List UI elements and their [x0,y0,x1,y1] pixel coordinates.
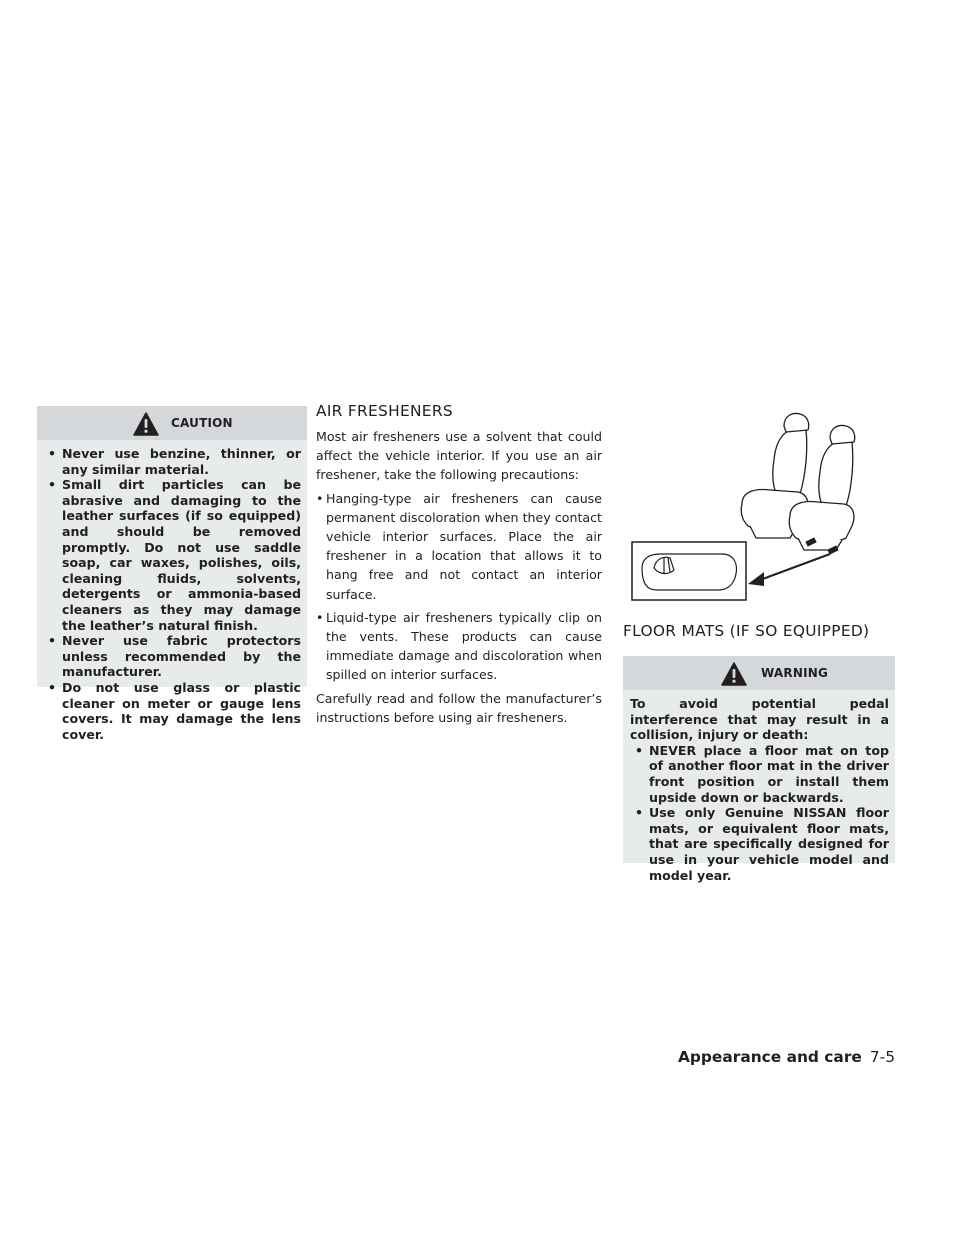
air-fresheners-closing: Carefully read and follow the manufacturer’s instructions before using air fresheners. [316,690,602,725]
warning-item: • NEVER place a floor mat on top of another floor mat in the driver front position or install them upside down or backwards. [630,743,889,805]
page-footer [678,1048,895,1066]
warning-label: WARNING [761,666,829,680]
seat-floor-mat-illustration [630,408,890,604]
floor-mats-heading: FLOOR MATS (IF SO EQUIPPED) [623,622,870,640]
warning-header [623,656,895,690]
warning-triangle-icon [133,412,159,436]
caution-item: • Do not use glass or plastic cleaner on meter or gauge lens covers. It may damage the lens cover. [43,680,301,742]
air-fresheners-body [316,427,602,731]
warning-box [623,656,895,883]
warning-intro: To avoid potential pedal interference that may result in a collision, injury or death: [630,696,889,743]
caution-header [37,406,307,440]
caution-body [37,440,307,742]
warning-item: • Use only Genuine NISSAN floor mats, or equivalent floor mats, that are specifically designed for use in your vehicle model and model year. [630,805,889,883]
air-fresheners-item: • Hanging-type air fresheners can cause permanent discoloration when they contact vehicle interior surfaces. Place the air freshener in a location that allows it to hang free and not contact an interior surface. [316,489,602,604]
caution-item: • Never use fabric protectors unless recommended by the manufacturer. [43,633,301,680]
footer-section-title: Appearance and care [677,1048,862,1066]
warning-body [623,690,895,883]
warning-triangle-icon [721,662,747,686]
footer-page-number: 7-5 [869,1048,895,1066]
air-fresheners-intro: Most air fresheners use a solvent that could affect the vehicle interior. If you use an air freshener, take the following precautions: [316,429,602,483]
caution-box [37,406,307,742]
caution-item: • Never use benzine, thinner, or any similar material. [43,446,301,477]
caution-label: CAUTION [171,416,233,430]
caution-item: • Small dirt particles can be abrasive and damaging to the leather surfaces (if so equipped) and should be removed promptly. Do not use saddle soap, car waxes, polishes, oils, cleaning fluids, solvents, detergents or ammonia-based cleaners as they may damage the leather’s natural finish. [43,477,301,633]
air-fresheners-heading: AIR FRESHENERS [316,402,453,420]
air-fresheners-item: • Liquid-type air fresheners typically clip on the vents. These products can cause immediate damage and discoloration when spilled on interior surfaces. [316,608,602,685]
